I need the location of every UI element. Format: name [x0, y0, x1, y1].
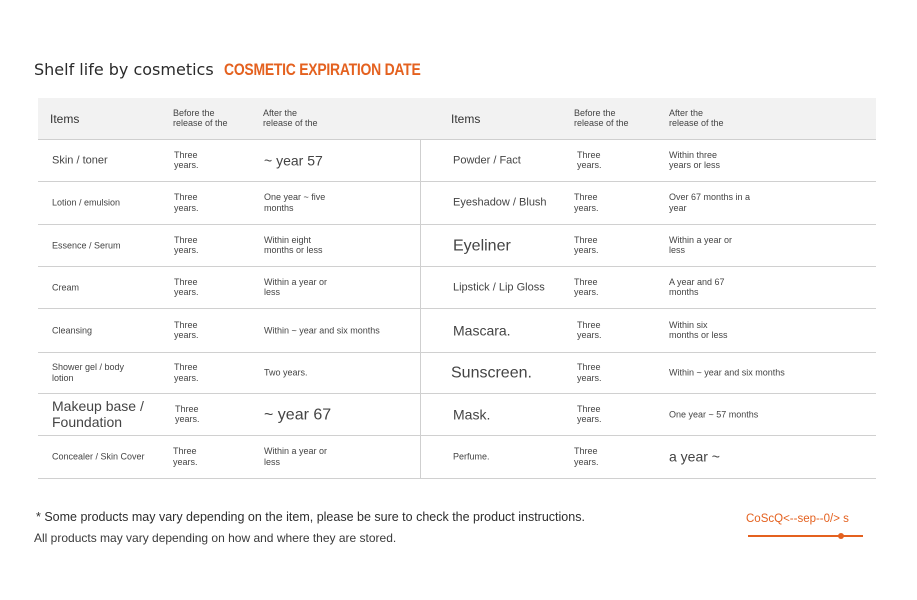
before-value: Three years.: [577, 149, 602, 171]
watermark-text: CoScQ<--sep--0/> s: [746, 513, 849, 525]
title-accent: COSMETIC EXPIRATION DATE: [223, 60, 421, 79]
after-value: A year and 67 months: [669, 276, 725, 298]
before-value: Three years.: [577, 319, 602, 341]
after-value: Over 67 months in a year: [669, 192, 751, 213]
item-name: Sunscreen.: [451, 364, 532, 382]
before-value: Three years.: [174, 276, 199, 298]
footnote-line-2: All products may vary depending on how and where they are stored.: [34, 531, 397, 545]
before-value: Three years.: [174, 149, 199, 171]
before-value: Three years.: [574, 192, 599, 213]
before-value: Three years.: [574, 234, 599, 256]
page-title: [34, 60, 463, 80]
header-after-right: After the release of the: [669, 107, 724, 129]
item-name: Cleansing: [52, 325, 93, 336]
header-after-left: After the release of the: [263, 107, 318, 129]
after-value: Within six months or less: [669, 319, 728, 341]
after-value: ~ year 57: [264, 152, 323, 169]
header-before-right: Before the release of the: [574, 107, 629, 129]
after-value: One year ~ five months: [264, 192, 326, 213]
title-main: Shelf life by cosmetics: [34, 60, 214, 79]
before-value: Three years.: [175, 403, 200, 425]
after-value: Within a year or less: [264, 446, 328, 467]
after-value: Within a year or less: [264, 276, 328, 298]
item-name: Essence / Serum: [52, 240, 121, 251]
item-name: Mask.: [453, 406, 491, 423]
item-name: Lotion / emulsion: [52, 197, 121, 208]
header-before-left: Before the release of the: [173, 107, 228, 129]
after-value: Within ~ year and six months: [264, 325, 380, 336]
table-header: [38, 98, 876, 140]
after-value: Within three years or less: [669, 149, 721, 171]
table-row: [38, 140, 876, 182]
before-value: Three years.: [174, 234, 199, 256]
after-value: Within a year or less: [669, 234, 733, 256]
item-name: Eyeshadow / Blush: [453, 196, 547, 209]
table-row: [38, 353, 876, 394]
shelf-life-table: [38, 98, 876, 479]
item-name: Eyeliner: [453, 236, 511, 254]
after-value: One year ~ 57 months: [669, 409, 759, 420]
item-name: Shower gel / body lotion: [52, 362, 125, 383]
item-name: Powder / Fact: [453, 153, 521, 166]
before-value: Three years.: [174, 319, 199, 341]
before-value: Three years.: [174, 362, 199, 383]
after-value: a year ~: [669, 448, 720, 465]
item-name: Cream: [52, 282, 80, 293]
before-value: Three years.: [173, 446, 198, 467]
before-value: Three years.: [174, 192, 199, 213]
before-value: Three years.: [574, 276, 599, 298]
item-name: Skin / toner: [52, 153, 108, 166]
header-items-left: Items: [50, 111, 80, 126]
after-value: ~ year 67: [264, 405, 332, 423]
header-items-right: Items: [451, 111, 481, 126]
before-value: Three years.: [574, 446, 599, 467]
before-value: Three years.: [577, 403, 602, 425]
after-value: Two years.: [264, 367, 308, 378]
after-value: Within eight months or less: [264, 234, 323, 256]
table-row: [38, 309, 876, 353]
table-row: [38, 394, 876, 436]
watermark-dot: [838, 533, 844, 539]
table-row: [38, 225, 876, 267]
table-row: [38, 182, 876, 225]
after-value: Within ~ year and six months: [669, 367, 785, 378]
table-row: [38, 436, 876, 479]
item-name: Lipstick / Lip Gloss: [453, 280, 545, 293]
watermark-underline: [748, 535, 863, 537]
footnote-line-1: * Some products may vary depending on the item, please be sure to check the product instructions.: [36, 510, 585, 524]
table-row: [38, 267, 876, 309]
item-name: Makeup base / Foundation: [52, 397, 144, 431]
item-name: Perfume.: [453, 451, 490, 462]
item-name: Concealer / Skin Cover: [52, 451, 145, 462]
before-value: Three years.: [577, 362, 602, 383]
item-name: Mascara.: [453, 322, 511, 339]
